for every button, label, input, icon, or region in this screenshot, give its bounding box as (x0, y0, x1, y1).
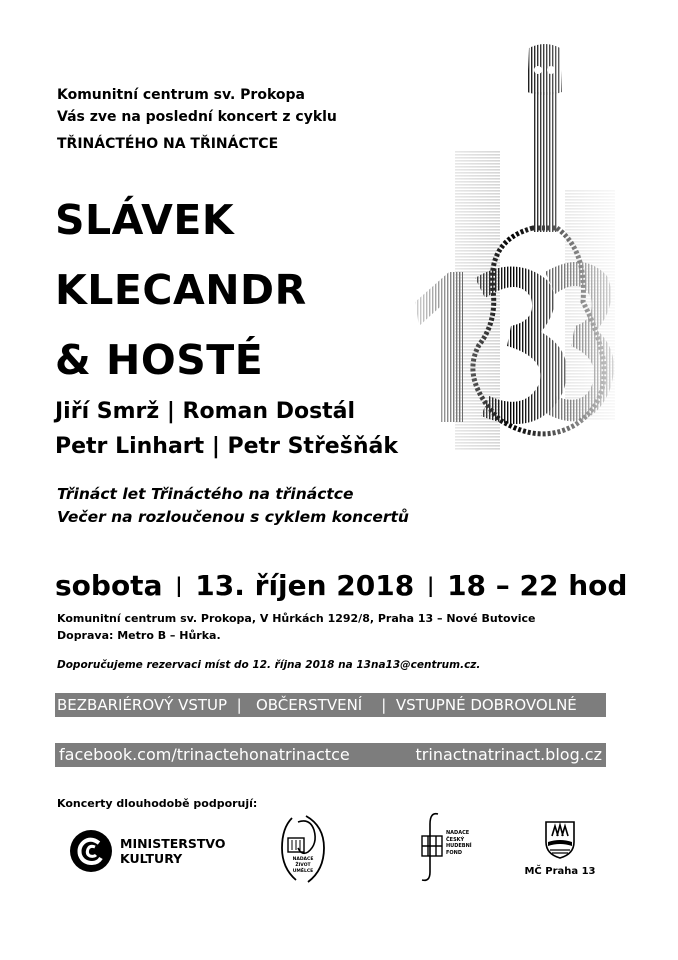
guitar-13-graphic (405, 40, 620, 450)
links-bar (55, 743, 606, 767)
intro-invitation: Vás zve na poslední koncert z cyklu (57, 109, 337, 125)
features-bar: BEZBARIÉROVÝ VSTUP | OBČERSTVENÍ | VSTUPNÉ DOBROVOLNÉ (55, 693, 606, 717)
reservation-note: Doporučujeme rezervaci míst do 12. října 2018 na 13na13@centrum.cz. (57, 659, 481, 671)
facebook-link[interactable]: facebook.com/trinactehonatrinactce (59, 745, 350, 764)
tagline-line-1: Třináct let Třináctého na třináctce (57, 485, 354, 503)
ministry-culture-logo (68, 828, 228, 874)
guests-line-1: Jiří Smrž | Roman Dostál (55, 399, 356, 424)
event-transport: Doprava: Metro B – Hůrka. (57, 629, 221, 642)
nadace-zivot-umelce-logo (278, 812, 328, 884)
headline-line-2: KLECANDR (55, 266, 307, 314)
headline-line-1: SLÁVEK (55, 196, 235, 244)
intro-organizer: Komunitní centrum sv. Prokopa (57, 87, 305, 103)
mc-praha-13-label: MČ Praha 13 (524, 866, 596, 877)
nadace-cesky-hudebni-fond-logo (416, 810, 496, 884)
datetime-separator-1: | (175, 573, 183, 597)
guests-line-2: Petr Linhart | Petr Střešňák (55, 434, 398, 459)
ministry-culture-emblem-icon (68, 828, 114, 874)
tagline-line-2: Večer na rozloučenou s cyklem koncertů (57, 508, 409, 526)
event-datetime (55, 568, 627, 606)
blog-link[interactable]: trinactnatrinact.blog.cz (415, 745, 602, 764)
event-date: 13. říjen 2018 (195, 569, 415, 602)
hudebni-fond-emblem-icon (416, 810, 448, 884)
ministry-line-1: MINISTERSTVO (120, 836, 226, 851)
nadace-hudebni-text: NADACE ČESKÝ HUDEBNÍ FOND (446, 830, 472, 856)
mc-praha-13-logo (522, 820, 598, 882)
ministry-line-2: KULTURY (120, 851, 183, 866)
headline-line-3: & HOSTÉ (55, 336, 264, 384)
event-time: 18 – 22 hod (447, 569, 628, 602)
supporters-heading: Koncerty dlouhodobě podporují: (57, 797, 258, 810)
datetime-separator-2: | (427, 573, 435, 597)
event-day: sobota (55, 569, 163, 602)
praha-13-coat-of-arms-icon (544, 820, 576, 860)
nadace-zivot-text: NADACE ŽIVOT UMĚLCE (292, 857, 314, 874)
event-address: Komunitní centrum sv. Prokopa, V Hůrkách 1292/8, Praha 13 – Nové Butovice (57, 612, 536, 625)
intro-series-name: TŘINÁCTÉHO NA TŘINÁCTCE (57, 136, 279, 152)
